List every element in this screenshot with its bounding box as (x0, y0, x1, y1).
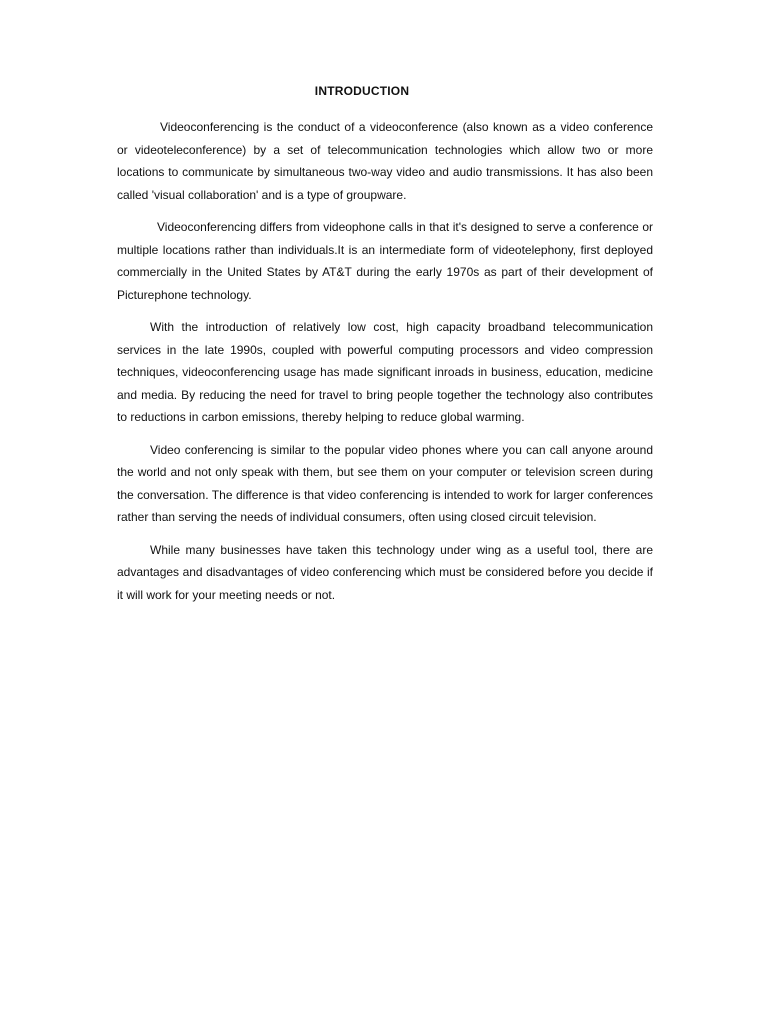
paragraph-4: Video conferencing is similar to the popular video phones where you can call anyone around the world and not only speak with them, but see them on your computer or television screen during the conversation. The difference is that video conferencing is intended to work for larger conferences rather than serving the needs of individual consumers, often using closed circuit television. (117, 442, 653, 524)
paragraph-1: Videoconferencing is the conduct of a videoconference (also known as a video conference or videoteleconference) by a set of telecommunication technologies which allow two or more locations to communicate by simultaneous two-way video and audio transmissions. It has also been called 'visual collaboration' and is a type of groupware. (117, 120, 653, 202)
paragraph-2: Videoconferencing differs from videophone calls in that it's designed to serve a conference or multiple locations rather than individuals.It is an intermediate form of videotelephony, first deployed commercially in the United States by AT&T during the early 1970s as part of their development of Picturephone technology. (117, 220, 653, 302)
document-body (117, 116, 653, 616)
paragraph-3: With the introduction of relatively low cost, high capacity broadband telecommunication services in the late 1990s, coupled with powerful computing processors and video compression techniques, videoconferencing usage has made significant inroads in business, education, medicine and media. By reducing the need for travel to bring people together the technology also contributes to reductions in carbon emissions, thereby helping to reduce global warming. (117, 320, 653, 424)
paragraph-5: While many businesses have taken this technology under wing as a useful tool, there are advantages and disadvantages of video conferencing which must be considered before you decide if it will work for your meeting needs or not. (117, 542, 653, 602)
document-title: INTRODUCTION (314, 84, 410, 98)
